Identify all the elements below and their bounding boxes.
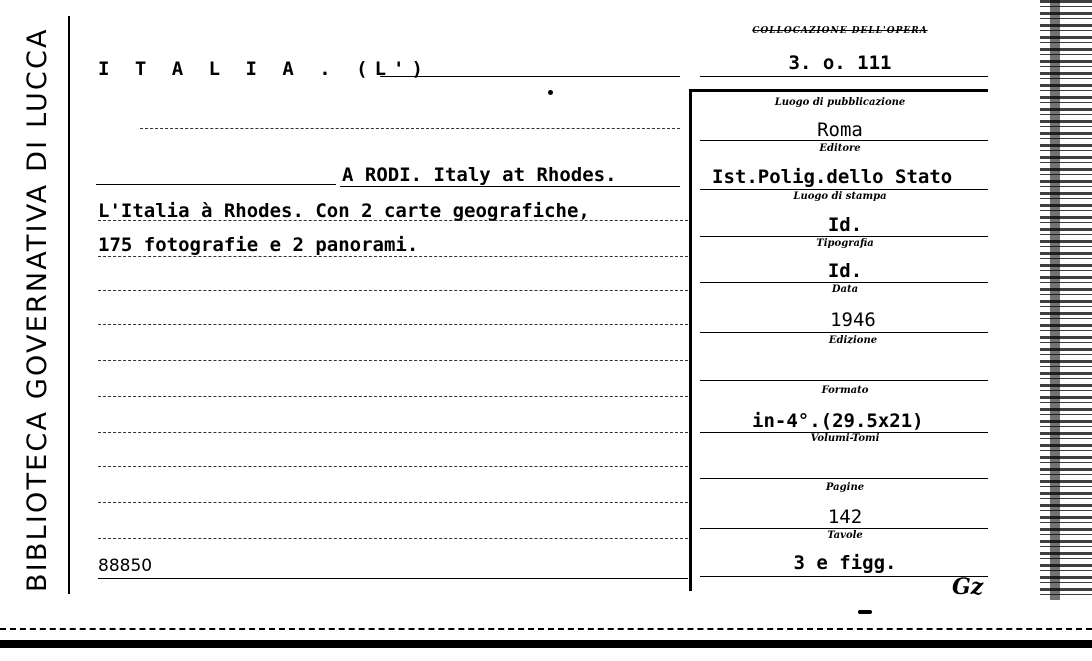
ruling-line xyxy=(98,502,688,503)
edition-header: Edizione xyxy=(828,335,878,346)
heading-rule xyxy=(380,76,680,77)
date-value: 1946 xyxy=(830,309,876,331)
print-place-header: Luogo di stampa xyxy=(793,191,887,202)
cataloguer-initials: Gz xyxy=(952,574,984,600)
format-header: Formato xyxy=(821,385,869,396)
place-header: Luogo di pubblicazione xyxy=(774,97,906,108)
publisher-header: Editore xyxy=(819,143,861,154)
panel-top-rule xyxy=(690,89,988,92)
date-header: Data xyxy=(831,284,859,295)
scan-edge-artifact xyxy=(1050,0,1060,600)
printer-header: Tipografia xyxy=(816,238,874,249)
ruling-line xyxy=(98,466,688,467)
ink-speck xyxy=(858,610,872,614)
library-name: BIBLIOTECA GOVERNATIVA DI LUCCA xyxy=(22,27,53,592)
field-rule xyxy=(700,236,988,237)
printer-value: Id. xyxy=(827,260,863,282)
left-margin-rule xyxy=(68,16,70,594)
pages-value: 142 xyxy=(827,506,863,528)
scan-edge-artifact xyxy=(0,628,1092,630)
collocation-header: COLLOCAZIONE DELL'OPERA xyxy=(752,26,928,36)
ruling-line xyxy=(98,324,688,325)
field-rule xyxy=(700,528,988,529)
author-dash-rule xyxy=(96,184,336,185)
print-place-value: Id. xyxy=(827,214,863,236)
ruling-line xyxy=(140,128,680,129)
title-line-3: 175 fotografie e 2 panorami. xyxy=(98,234,419,256)
ruling-line xyxy=(98,578,688,579)
pages-header: Pagine xyxy=(825,482,865,493)
panel-left-rule xyxy=(689,89,692,591)
ruling-line xyxy=(98,432,688,433)
ruling-line xyxy=(98,290,688,291)
collocation-value: 3. o. 111 xyxy=(788,52,892,74)
place-value: Roma xyxy=(817,119,863,141)
title-line-1: A RODI. Italy at Rhodes. xyxy=(342,164,617,186)
main-heading: I T A L I A . (L') xyxy=(98,58,430,80)
scan-edge-artifact xyxy=(1040,0,1092,600)
field-rule xyxy=(700,478,988,479)
ink-speck xyxy=(548,90,553,95)
inventory-number: 88850 xyxy=(98,556,153,576)
field-rule xyxy=(700,140,988,141)
collocation-rule xyxy=(700,76,988,77)
ruling-line xyxy=(98,396,688,397)
publisher-value: Ist.Polig.dello Stato xyxy=(712,166,953,188)
field-rule xyxy=(700,576,988,577)
ruling-line xyxy=(98,538,688,539)
ruling-line xyxy=(98,256,688,257)
scan-edge-artifact xyxy=(0,640,1092,648)
field-rule xyxy=(700,332,988,333)
volumes-header: Volumi-Tomi xyxy=(810,433,880,444)
title-line-2: L'Italia à Rhodes. Con 2 carte geografiche, xyxy=(98,200,590,222)
ruling-line xyxy=(98,360,688,361)
ruling-line xyxy=(98,220,688,221)
format-value: in-4°.(29.5x21) xyxy=(752,410,924,432)
plates-header: Tavole xyxy=(827,530,863,541)
field-rule xyxy=(700,282,988,283)
plates-value: 3 e figg. xyxy=(793,552,897,574)
field-rule xyxy=(700,189,988,190)
field-rule xyxy=(700,380,988,381)
ruling-line xyxy=(340,186,680,187)
